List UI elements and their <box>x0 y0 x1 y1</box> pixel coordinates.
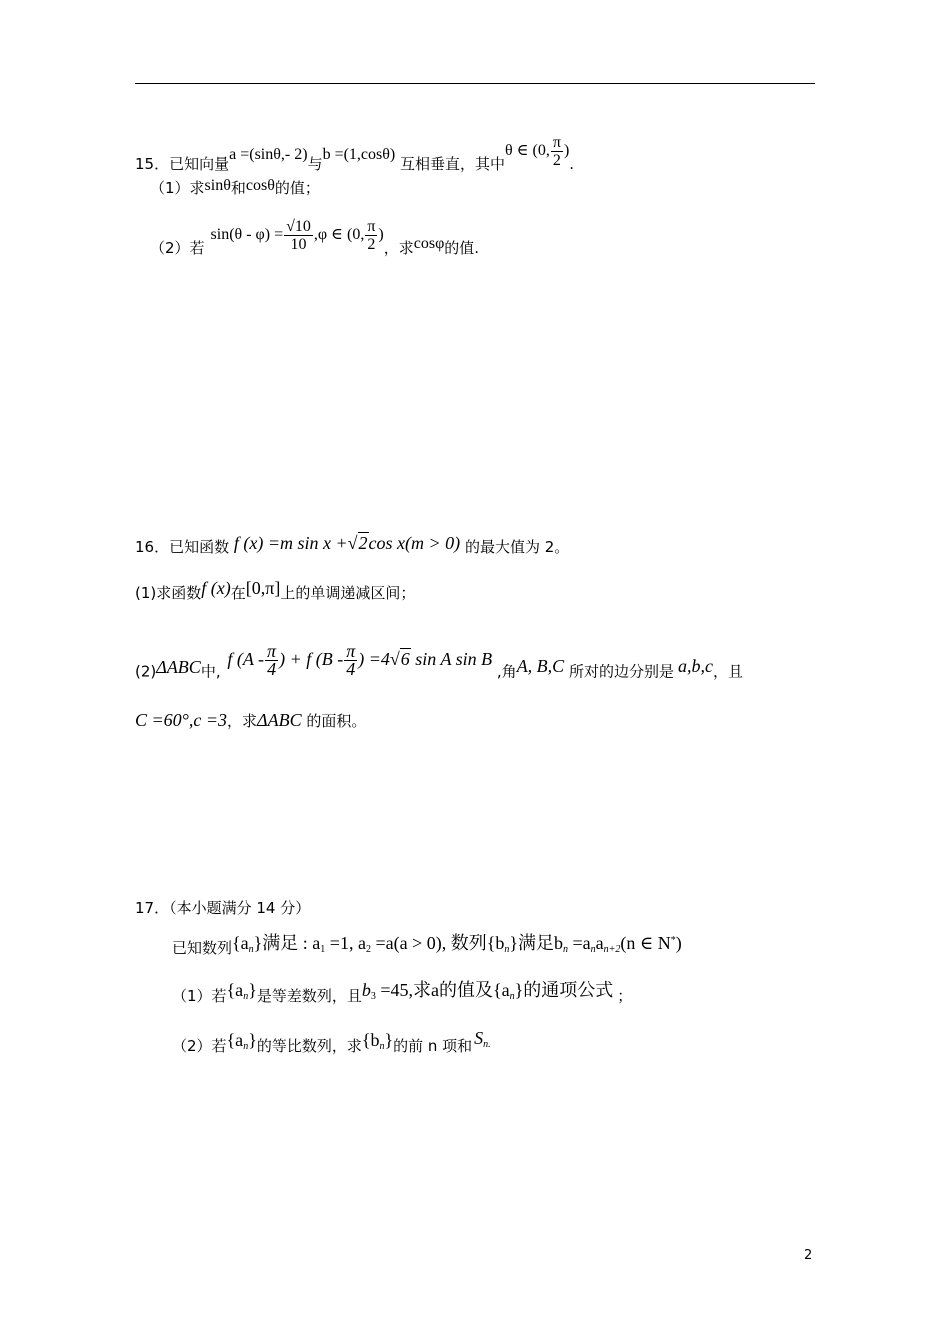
q17-condition: $\{a_n\}$满足 : $a_1 =1$, $a_2 =a(a > 0)$, 数列$\{b_n\}$满足$b_n =a_na_{n+2}(n$ ∈ N*) <box>232 933 682 955</box>
q16-part2: (2)ΔABC中, f (A - $\frac{\pi}{4}$ ) + f (B - $\frac{\pi}{4}$ ) =4√6 sin A sin B ,角A, B,C 所对的边分别是 a,b,c，且 <box>135 641 743 681</box>
q17-header: 17．（本小题满分 14 分） <box>135 899 311 917</box>
q17-part2: （2）若$\{a_n\}$的等比数列，求$\{b_n\}$的前 n 项和 $S_{n.}$ <box>172 1028 491 1055</box>
q15-vector-a: a =(sinθ,- 2) <box>229 146 308 164</box>
page-number: 2 <box>804 1248 813 1263</box>
q16-part2-cont: C =60°,c =3，求ΔABC 的面积。 <box>135 710 367 730</box>
q15-part2: （2）若sin(θ - φ) = $\frac{√10}{10}$ ,φ ∈ (0, $\frac{\pi}{2}$ )，求cosφ的值. <box>150 218 480 258</box>
q16-equation: f (A - $\frac{\pi}{4}$ ) + f (B - $\frac{\pi}{4}$ ) =4√6 sin A sin B <box>227 641 493 679</box>
q16-function: f (x) =m sin x +√2cos x(m > 0) <box>233 533 461 553</box>
q15-vector-b: b =(1,cosθ) <box>322 146 396 164</box>
q17-stem: 已知数列$\{a_n\}$满足 : $a_1 =1$, $a_2 =a(a > 0)$, 数列$\{b_n\}$满足$b_n =a_na_{n+2}(n$ ∈ N*) <box>172 933 682 957</box>
header-rule <box>135 83 815 84</box>
q15-stem: 15．已知向量a =(sinθ,- 2)与b =(1,cosθ) 互相垂直，其中θ ∈ (0, $\frac{\pi}{2}$ ). <box>135 134 575 174</box>
q16-number: 16． <box>135 538 170 556</box>
q16-part1: (1)求函数f (x)在[0,π]上的单调递减区间； <box>135 578 416 602</box>
q15-theta-condition: θ ∈ (0, $\frac{\pi}{2}$ ) <box>505 134 570 169</box>
q15-part1: （1）求sinθ和cosθ的值； <box>150 177 320 197</box>
q17-number: 17． <box>135 899 170 917</box>
q15-number: 15． <box>135 155 170 174</box>
q17-part1: （1）若$\{a_n\}$是等差数列，且$b_3 =45$,求a的值及$\{a_n\}$的通项公式 ； <box>172 980 633 1005</box>
q16-stem: 16．已知函数 f (x) =m sin x +√2cos x(m > 0) 的最大值为 2。 <box>135 533 570 556</box>
q15-condition: sin(θ - φ) = $\frac{√10}{10}$ ,φ ∈ (0, $\frac{\pi}{2}$ ) <box>210 218 384 253</box>
